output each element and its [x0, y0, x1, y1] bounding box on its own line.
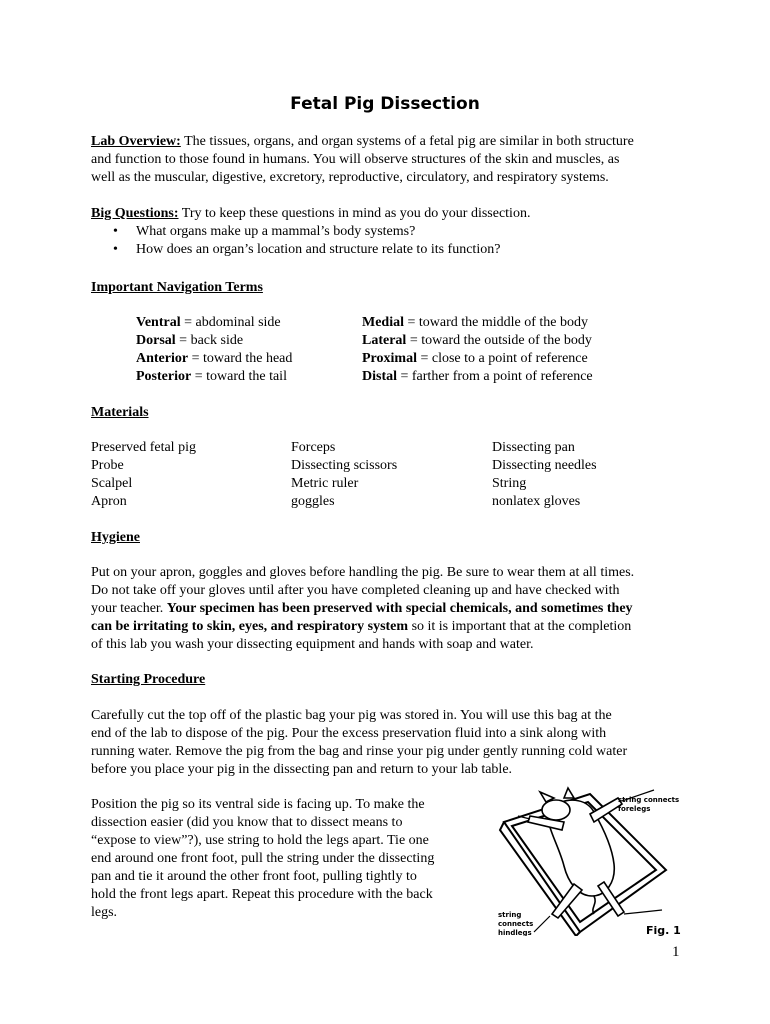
overview-line: The tissues, organs, and organ systems of a fetal pig are similar in both structure	[184, 134, 634, 149]
figure-number: Fig. 1	[646, 924, 681, 936]
term-row: Dorsal = back side	[136, 333, 244, 348]
page-title: Fetal Pig Dissection	[290, 94, 480, 114]
page-number: 1	[672, 944, 680, 960]
overview-line: and function to those found in humans. You will observe structures of the skin and muscles, as	[91, 152, 620, 167]
figure-label: connects	[498, 920, 534, 928]
big-questions-list	[91, 223, 685, 259]
list-item: goggles	[291, 494, 335, 509]
list-item: Metric ruler	[291, 476, 359, 491]
big-questions-intro: Try to keep these questions in mind as you do your dissection.	[181, 206, 531, 221]
term-row: Distal = farther from a point of reference	[362, 369, 593, 384]
materials-column-3	[492, 439, 597, 511]
bullet-icon: •	[113, 242, 118, 257]
navigation-right-column	[362, 314, 593, 386]
position-instructions: Position the pig so its ventral side is facing up. To make the dissection easier (did you know that to dissect means to “expose to view”?), use string to hold the legs apart. Tie one end around one front foot, pull the string under the dissecting pan and tie it around the other front foot, pulling tightly to hold the front legs apart. Repeat this procedure with the back legs.	[91, 797, 435, 920]
navigation-heading: Important Navigation Terms	[91, 280, 263, 295]
big-questions-label: Big Questions:	[91, 206, 179, 221]
term-row: Lateral = toward the outside of the body	[362, 333, 592, 348]
list-item: • How does an organ’s location and structure relate to its function?	[113, 242, 501, 257]
starting-procedure-heading: Starting Procedure	[91, 672, 206, 687]
list-item: • What organs make up a mammal’s body systems?	[113, 224, 416, 239]
list-item: Preserved fetal pig	[91, 440, 196, 455]
figure-label: forelegs	[618, 805, 651, 813]
list-item: String	[492, 476, 527, 491]
figure-label: string	[498, 911, 522, 919]
term-row: Medial = toward the middle of the body	[362, 315, 589, 330]
materials-heading: Materials	[91, 405, 149, 420]
term-row: Posterior = toward the tail	[136, 369, 287, 384]
lab-overview	[91, 133, 685, 187]
navigation-left-column	[136, 314, 292, 386]
materials-column-1	[91, 439, 196, 511]
list-item: Scalpel	[91, 476, 133, 491]
list-item: Forceps	[291, 440, 336, 455]
list-item: Apron	[91, 494, 127, 509]
list-item: Dissecting scissors	[291, 458, 398, 473]
list-item: Probe	[91, 458, 124, 473]
pig-in-pan-figure	[494, 786, 692, 936]
big-questions	[91, 205, 685, 259]
list-item: nonlatex gloves	[492, 494, 581, 509]
list-item: Dissecting needles	[492, 458, 597, 473]
list-item: Dissecting pan	[492, 440, 575, 455]
term-row: Proximal = close to a point of reference	[362, 351, 588, 366]
starting-procedure-text: Carefully cut the top off of the plastic bag your pig was stored in. You will use this bag at the end of the lab to dispose of the pig. Pour the excess preservation fluid into a sink along with running water. Remove the pig from the bag and rinse your pig under gently running cold water before you place your pig in the dissecting pan and return to your lab table.	[91, 708, 628, 777]
pig-illustration	[494, 786, 692, 936]
bullet-icon: •	[113, 224, 118, 239]
materials-column-2	[291, 439, 397, 511]
lab-overview-label: Lab Overview:	[91, 134, 181, 149]
term-row: Ventral = abdominal side	[136, 315, 281, 330]
figure-label: string connects	[618, 796, 680, 804]
hygiene-text: Put on your apron, goggles and gloves before handling the pig. Be sure to wear them at all times. Do not take off your gloves until after you have completed cleaning up and have checked with your teacher. Your specimen has been preserved with special chemicals, and sometimes they can be irritating to skin, eyes, and respiratory system so it is important that at the completion of this lab you wash your dissecting equipment and hands with soap and water.	[91, 565, 635, 652]
figure-label: hindlegs	[498, 929, 532, 936]
hygiene-heading: Hygiene	[91, 530, 140, 545]
overview-line: well as the muscular, digestive, excretory, reproductive, circulatory, and respiratory systems.	[91, 170, 609, 185]
term-row: Anterior = toward the head	[136, 351, 293, 366]
